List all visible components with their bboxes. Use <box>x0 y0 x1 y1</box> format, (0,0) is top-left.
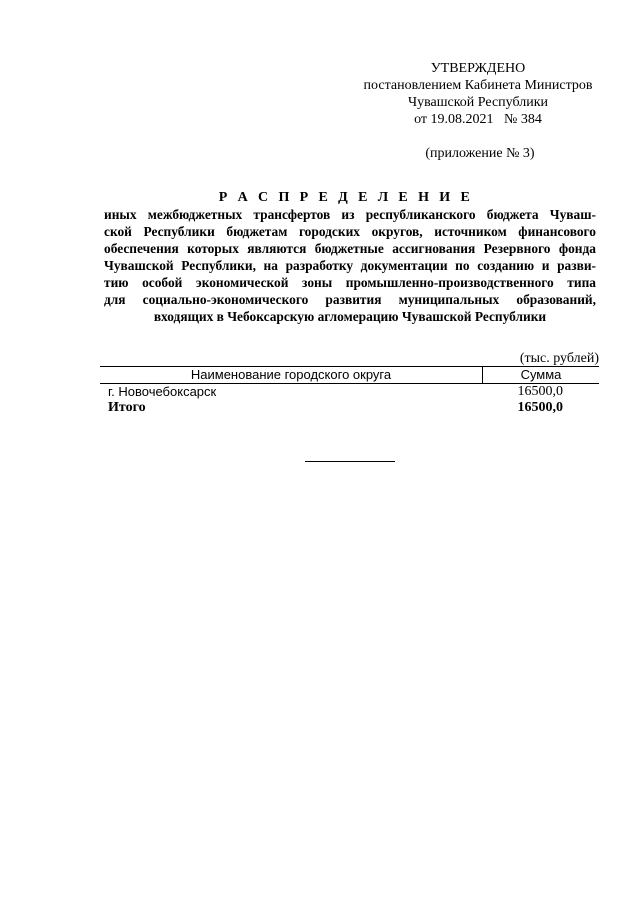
distribution-table <box>100 366 599 416</box>
subtitle-line: входящих в Чебоксарскую агломерацию Чувашской Республики <box>153 309 547 324</box>
units-label: (тыс. рублей) <box>519 351 599 366</box>
approval-republic: Чувашской Республики <box>407 95 549 110</box>
column-header-amount: Сумма <box>483 367 600 384</box>
subtitle-line: Чувашской Республики, на разработку документации по созданию и разви- <box>104 258 596 273</box>
table-total-row <box>100 400 599 416</box>
approval-date-number: от 19.08.2021 № 384 <box>414 112 542 127</box>
table-row <box>100 384 599 401</box>
column-header-district: Наименование городского округа <box>100 367 483 384</box>
subtitle-line: обеспечения которых являются бюджетные ассигнования Резервного фонда <box>104 241 596 256</box>
row-amount: 16500,0 <box>517 384 563 399</box>
subtitle-line: иных межбюджетных трансфертов из республиканского бюджета Чуваш- <box>104 207 596 222</box>
approval-stamp: УТВЕРЖДЕНО <box>430 61 526 76</box>
table-header-row <box>100 367 599 384</box>
subtitle-line: ской Республики бюджетам городских округов, источником финансового <box>104 224 596 239</box>
total-label: Итого <box>108 400 146 415</box>
total-amount: 16500,0 <box>517 400 563 415</box>
row-district-name: г. Новочебоксарск <box>108 384 217 399</box>
document-subtitle <box>104 206 596 325</box>
document-title: Р А С П Р Е Д Е Л Е Н И Е <box>218 190 474 205</box>
approval-block <box>355 60 601 128</box>
subtitle-line: тию особой экономической зоны промышленно-производственного типа <box>104 275 596 290</box>
end-divider <box>305 461 395 462</box>
subtitle-line: для социально-экономического развития муниципальных образований, <box>104 292 596 307</box>
approval-issuer: постановлением Кабинета Министров <box>363 78 593 93</box>
appendix-label: (приложение № 3) <box>425 146 535 161</box>
